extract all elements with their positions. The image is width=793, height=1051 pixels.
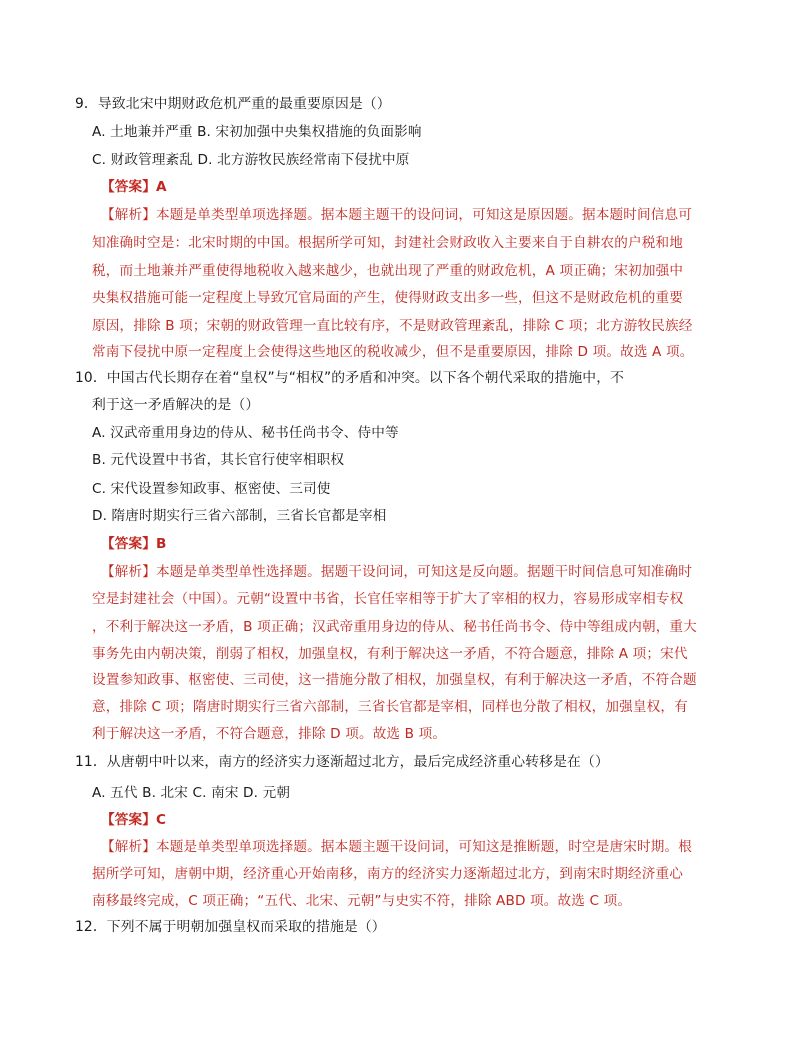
question-10-option: C. 宋代设置参知政事、枢密使、三司使: [92, 481, 331, 497]
question-10-answer: 【答案】B: [101, 536, 167, 552]
question-10-analysis-line: 事务先由内朝决策，削弱了相权，加强皇权，有利于解决这一矛盾，不符合题意，排除 A 项；宋代: [92, 646, 688, 662]
question-10-option: D. 隋唐时期实行三省六部制，三省长官都是宰相: [92, 508, 387, 524]
question-9-analysis-line: 常南下侵扰中原一定程度上会使得这些地区的税收减少，但不是重要原因，排除 D 项。故选 A 项。: [92, 344, 694, 360]
question-10-option: B. 元代设置中书省，其长官行使宰相职权: [92, 452, 345, 468]
question-10-analysis-line: 意，排除 C 项；隋唐时期实行三省六部制，三省长官都是宰相，同样也分散了相权，加强皇权，有: [92, 699, 688, 715]
question-10-analysis-line: 设置参知政事、枢密使、三司使，这一措施分散了相权，加强皇权，有利于解决这一矛盾，不符合题: [92, 672, 697, 688]
question-10-analysis-line: 【解析】本题是单类型单性选择题。据题干设问词，可知这是反向题。据题干时间信息可知准确时: [101, 564, 692, 580]
question-9-analysis-line: 【解析】本题是单类型单项选择题。据本题主题干的设问词，可知这是原因题。据本题时间信息可: [101, 207, 692, 223]
question-9-option-line: A. 土地兼并严重 B. 宋初加强中央集权措施的负面影响: [92, 124, 422, 140]
question-11-analysis-line: 【解析】本题是单类型单项选择题。据本题主题干设问词，可知这是推断题，时空是唐宋时期。根: [101, 839, 692, 855]
question-9-option-line: C. 财政管理紊乱 D. 北方游牧民族经常南下侵扰中原: [92, 152, 410, 168]
question-9-answer: 【答案】A: [101, 179, 167, 195]
question-9-analysis-line: 央集权措施可能一定程度上导致冗官局面的产生，使得财政支出多一些，但这不是财政危机的重要: [92, 290, 683, 306]
question-11-analysis-line: 据所学可知，唐朝中期，经济重心开始南移，南方的经济实力逐渐超过北方，到南宋时期经济重心: [92, 866, 683, 882]
question-10-option: A. 汉武帝重用身边的侍从、秘书任尚书令、侍中等: [92, 425, 399, 441]
question-9-analysis-line: 知准确时空是：北宋时期的中国。根据所学可知，封建社会财政收入主要来自于自耕农的户税和地: [92, 235, 683, 251]
question-12-stem: 12．下列不属于明朝加强皇权而采取的措施是（）: [75, 919, 386, 935]
question-9-analysis-line: 税，而土地兼并严重使得地税收入越来越少，也就出现了严重的财政危机，A 项正确；宋初加强中: [92, 263, 684, 279]
question-11-answer: 【答案】C: [101, 812, 167, 828]
question-11-stem: 11．从唐朝中叶以来，南方的经济实力逐渐超过北方，最后完成经济重心转移是在（）: [75, 754, 609, 770]
question-10-stem: 10．中国古代长期存在着“皇权”与“相权”的矛盾和冲突。以下各个朝代采取的措施中，不: [75, 370, 625, 386]
question-10-analysis-line: ，不利于解决这一矛盾，B 项正确；汉武帝重用身边的侍从、秘书任尚书令、侍中等组成内朝，重大: [92, 619, 697, 635]
question-9-stem: 9．导致北宋中期财政危机严重的最重要原因是（）: [75, 96, 391, 112]
question-10-stem: 利于这一矛盾解决的是（）: [92, 397, 260, 413]
question-10-analysis-line: 利于解决这一矛盾，不符合题意，排除 D 项。故选 B 项。: [92, 726, 447, 742]
question-11-options: A. 五代 B. 北宋 C. 南宋 D. 元朝: [92, 785, 291, 801]
question-11-analysis-line: 南移最终完成，C 项正确；“五代、北宋、元朝”与史实不符，排除 ABD 项。故选 C 项。: [92, 893, 632, 909]
question-9-analysis-line: 原因，排除 B 项；宋朝的财政管理一直比较有序，不是财政管理紊乱，排除 C 项；北方游牧民族经: [92, 318, 693, 334]
question-10-analysis-line: 空是封建社会（中国）。元朝“设置中书省，长官任宰相等于扩大了宰相的权力，容易形成宰相专权: [92, 591, 684, 607]
